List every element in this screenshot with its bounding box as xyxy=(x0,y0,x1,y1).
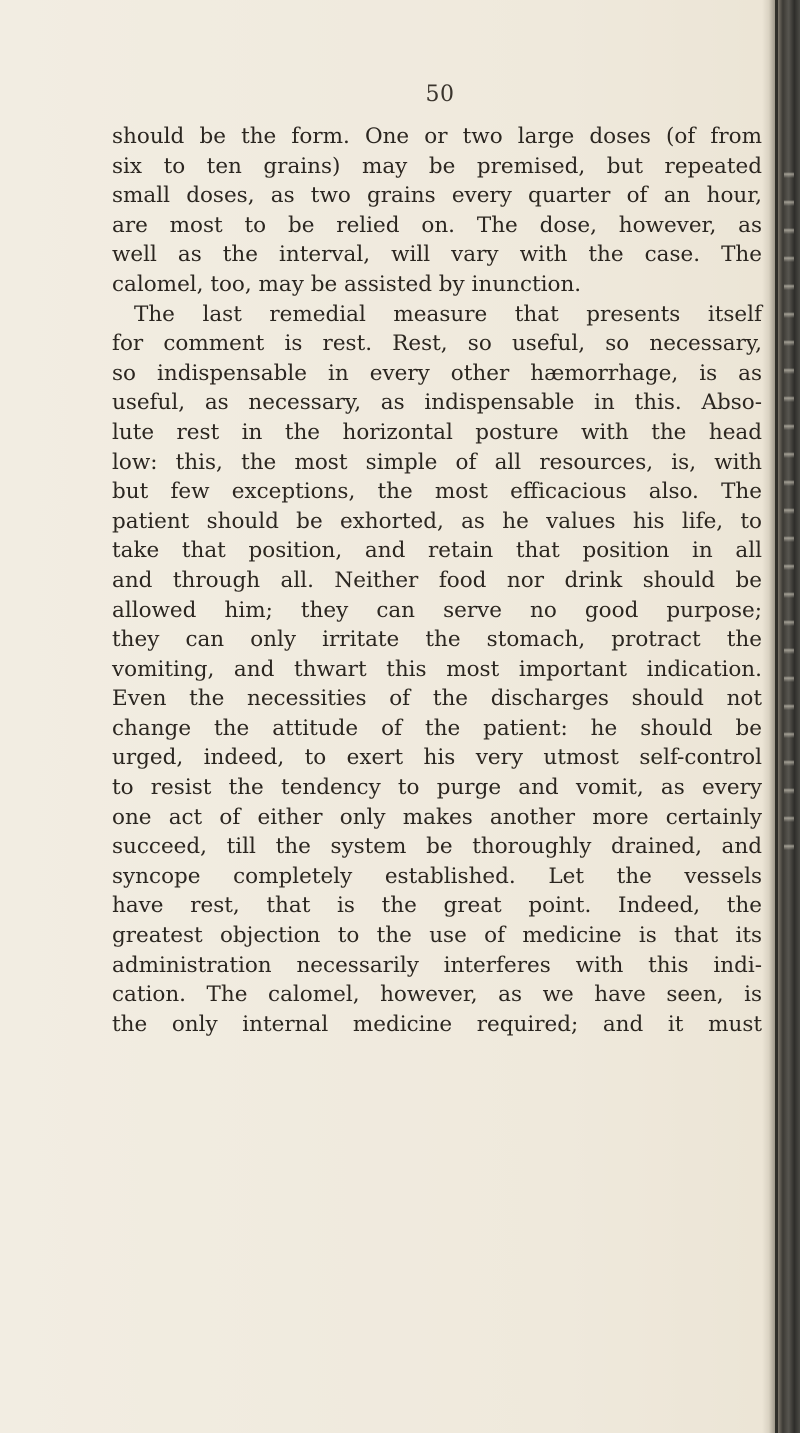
text-line: have rest, that is the great point. Indeed, the xyxy=(112,893,762,919)
text-line: should be the form. One or two large doses (of from xyxy=(112,124,762,149)
text-line: are most to be relied on. The dose, however, as xyxy=(112,212,762,238)
page-edge-shadow xyxy=(762,0,800,1433)
text-line: greatest objection to the use of medicine is that its xyxy=(112,923,762,949)
page-number: 50 xyxy=(425,82,455,107)
text-line: The last remedial measure that presents itself xyxy=(134,301,762,327)
body-text xyxy=(112,122,762,1039)
text-line: well as the interval, will vary with the case. The xyxy=(112,242,762,268)
text-line: Even the necessities of the discharges should not xyxy=(112,686,762,712)
text-line: urged, indeed, to exert his very utmost self-control xyxy=(112,745,762,771)
text-line: vomiting, and thwart this most important indication. xyxy=(112,656,762,682)
text-line: so indispensable in every other hæmorrhage, is as xyxy=(112,360,762,386)
text-line: syncope completely established. Let the vessels xyxy=(112,863,762,889)
text-line: one act of either only makes another more certainly xyxy=(112,804,762,830)
text-line: calomel, too, may be assisted by inunction. xyxy=(112,271,582,297)
text-line: succeed, till the system be thoroughly drained, and xyxy=(112,834,762,860)
text-line: and through all. Neither food nor drink should be xyxy=(112,567,762,593)
text-line: patient should be exhorted, as he values his life, to xyxy=(112,508,762,534)
binding-line xyxy=(775,0,778,1433)
text-line: the only internal medicine required; and it must xyxy=(112,1011,762,1037)
text-line: administration necessarily interferes with this indi- xyxy=(112,952,762,978)
text-line: small doses, as two grains every quarter of an hour, xyxy=(112,183,762,209)
text-line: cation. The calomel, however, as we have seen, is xyxy=(112,982,762,1008)
text-line: six to ten grains) may be premised, but repeated xyxy=(112,153,762,179)
edge-texture xyxy=(784,150,794,850)
text-line: take that position, and retain that position in all xyxy=(112,538,762,564)
text-line: low: this, the most simple of all resources, is, with xyxy=(112,449,762,475)
text-line: change the attitude of the patient: he should be xyxy=(112,715,762,741)
text-line: for comment is rest. Rest, so useful, so necessary, xyxy=(112,331,762,357)
text-line: but few exceptions, the most efficacious also. The xyxy=(112,479,762,505)
text-line: allowed him; they can serve no good purpose; xyxy=(112,597,762,623)
text-line: to resist the tendency to purge and vomit, as every xyxy=(112,775,762,801)
text-line: they can only irritate the stomach, protract the xyxy=(112,627,762,653)
text-line: lute rest in the horizontal posture with the head xyxy=(112,419,762,445)
text-line: useful, as necessary, as indispensable in this. Abso- xyxy=(112,390,762,416)
